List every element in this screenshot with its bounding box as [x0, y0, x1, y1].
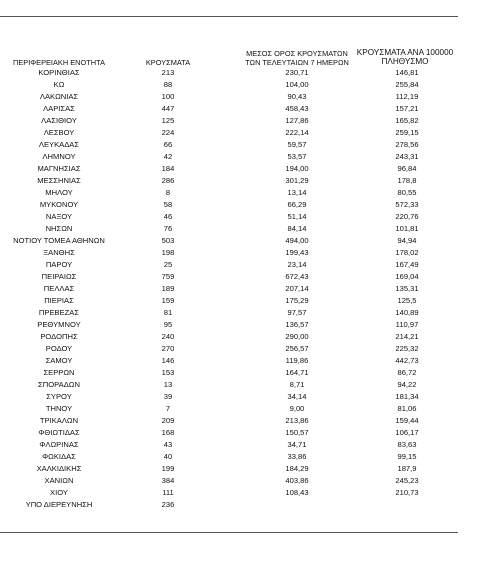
table-row	[0, 439, 477, 451]
table-row	[0, 355, 477, 367]
cases-cell: 213	[161, 68, 175, 77]
per-100k-cell: 157,21	[395, 104, 419, 113]
cases-cell: 189	[161, 284, 175, 293]
table-row	[0, 127, 477, 139]
cases-cell: 447	[161, 104, 175, 113]
table-header	[0, 38, 477, 67]
average-cell: 108,43	[285, 488, 309, 497]
average-cell: 175,29	[285, 296, 309, 305]
table-row	[0, 319, 477, 331]
region-cell: ΣΑΜΟΥ	[45, 356, 73, 365]
region-cell: ΡΟΔΟΠΗΣ	[40, 332, 78, 341]
cases-cell: 13	[163, 380, 173, 389]
table-row	[0, 247, 477, 259]
region-cell: ΠΕΛΛΑΣ	[43, 284, 75, 293]
header-avg-line2: ΤΩΝ ΤΕΛΕΥΤΑΙΩΝ 7 ΗΜΕΡΩΝ	[245, 58, 349, 67]
cases-table	[0, 38, 477, 511]
table-row	[0, 151, 477, 163]
table-row	[0, 199, 477, 211]
header-cases: ΚΡΟΥΣΜΑΤΑ	[145, 58, 191, 67]
average-cell: 59,57	[287, 140, 307, 149]
cases-cell: 759	[161, 272, 175, 281]
header-avg-line1: ΜΕΣΟΣ ΟΡΟΣ ΚΡΟΥΣΜΑΤΩΝ	[246, 49, 348, 58]
average-cell: 8,71	[289, 380, 305, 389]
per-100k-cell: 106,17	[395, 428, 419, 437]
average-cell: 127,86	[285, 116, 309, 125]
cases-cell: 146	[161, 356, 175, 365]
region-cell: ΛΑΣΙΘΙΟΥ	[41, 116, 77, 125]
cases-cell: 168	[161, 428, 175, 437]
cases-cell: 76	[163, 224, 173, 233]
average-cell: 33,86	[287, 452, 307, 461]
region-cell: ΧΙΟΥ	[50, 488, 68, 497]
table-row	[0, 211, 477, 223]
table-row	[0, 271, 477, 283]
per-100k-cell: 214,21	[395, 332, 419, 341]
region-cell: ΠΙΕΡΙΑΣ	[44, 296, 74, 305]
cases-cell: 384	[161, 476, 175, 485]
table-row	[0, 79, 477, 91]
per-100k-cell: 255,84	[395, 80, 419, 89]
cases-cell: 58	[163, 200, 173, 209]
cases-cell: 42	[163, 152, 173, 161]
per-100k-cell: 99,15	[397, 452, 417, 461]
cases-cell: 236	[161, 500, 175, 509]
per-100k-cell: 135,31	[395, 284, 419, 293]
per-100k-cell: 96,84	[397, 164, 417, 173]
average-cell: 458,43	[285, 104, 309, 113]
average-cell: 494,00	[285, 236, 309, 245]
region-cell: ΧΑΝΙΩΝ	[44, 476, 74, 485]
per-100k-cell: 94,94	[397, 236, 417, 245]
cases-cell: 270	[161, 344, 175, 353]
cases-cell: 224	[161, 128, 175, 137]
table-row	[0, 91, 477, 103]
average-cell: 119,86	[285, 356, 309, 365]
region-cell: ΜΥΚΟΝΟΥ	[39, 200, 79, 209]
per-100k-cell: 167,49	[395, 260, 419, 269]
region-cell: ΡΟΔΟΥ	[45, 344, 73, 353]
cases-cell: 125	[161, 116, 175, 125]
bottom-rule	[0, 532, 458, 533]
per-100k-cell: 220,76	[395, 212, 419, 221]
per-100k-cell: 110,97	[395, 320, 419, 329]
average-cell: 207,14	[285, 284, 309, 293]
per-100k-cell: 243,31	[395, 152, 419, 161]
region-cell: ΦΩΚΙΔΑΣ	[42, 452, 76, 461]
region-cell: ΚΩ	[53, 80, 65, 89]
cases-cell: 209	[161, 416, 175, 425]
average-cell: 230,71	[285, 68, 309, 77]
table-row	[0, 367, 477, 379]
average-cell: 53,57	[287, 152, 307, 161]
cases-cell: 159	[161, 296, 175, 305]
cases-cell: 184	[161, 164, 175, 173]
region-cell: ΠΕΙΡΑΙΩΣ	[41, 272, 77, 281]
cases-cell: 7	[165, 404, 171, 413]
per-100k-cell: 80,55	[397, 188, 417, 197]
region-cell: ΜΗΛΟΥ	[45, 188, 73, 197]
per-100k-cell: 187,9	[397, 464, 417, 473]
average-cell: 97,57	[287, 308, 307, 317]
table-row	[0, 415, 477, 427]
cases-cell: 111	[162, 488, 174, 497]
header-per-100k	[343, 48, 467, 66]
per-100k-cell: 94,22	[397, 380, 417, 389]
table-row	[0, 103, 477, 115]
cases-cell: 46	[163, 212, 173, 221]
header-region: ΠΕΡΙΦΕΡΕΙΑΚΗ ΕΝΟΤΗΤΑ	[13, 58, 105, 67]
region-cell: ΚΟΡΙΝΘΙΑΣ	[38, 68, 80, 77]
per-100k-cell: 112,19	[395, 92, 419, 101]
cases-cell: 43	[163, 440, 173, 449]
table-row	[0, 403, 477, 415]
per-100k-cell: 181,34	[395, 392, 419, 401]
average-cell: 90,43	[287, 92, 307, 101]
per-100k-cell: 165,82	[395, 116, 419, 125]
per-100k-cell: 178,8	[397, 176, 417, 185]
cases-cell: 100	[161, 92, 175, 101]
table-row	[0, 379, 477, 391]
average-cell: 136,57	[285, 320, 309, 329]
region-cell: ΜΕΣΣΗΝΙΑΣ	[37, 176, 81, 185]
cases-cell: 25	[163, 260, 173, 269]
average-cell: 301,29	[285, 176, 309, 185]
table-row	[0, 487, 477, 499]
cases-cell: 66	[163, 140, 173, 149]
per-100k-cell: 101,81	[395, 224, 419, 233]
per-100k-cell: 140,89	[395, 308, 419, 317]
cases-cell: 153	[161, 368, 175, 377]
per-100k-cell: 259,15	[395, 128, 419, 137]
table-row	[0, 187, 477, 199]
table-row	[0, 343, 477, 355]
cases-cell: 39	[163, 392, 173, 401]
average-cell: 290,00	[285, 332, 309, 341]
table-row	[0, 451, 477, 463]
per-100k-cell: 146,81	[395, 68, 419, 77]
cases-cell: 81	[163, 308, 173, 317]
per-100k-cell: 278,56	[395, 140, 419, 149]
average-cell: 23,14	[287, 260, 307, 269]
region-cell: ΛΕΥΚΑΔΑΣ	[38, 140, 80, 149]
per-100k-cell: 83,63	[397, 440, 417, 449]
average-cell: 34,14	[287, 392, 307, 401]
region-cell: ΧΑΛΚΙΔΙΚΗΣ	[36, 464, 82, 473]
per-100k-cell: 245,23	[395, 476, 419, 485]
table-row	[0, 331, 477, 343]
average-cell: 164,71	[285, 368, 309, 377]
region-cell: ΠΑΡΟΥ	[45, 260, 73, 269]
average-cell: 34,71	[287, 440, 307, 449]
region-cell: ΛΑΚΩΝΙΑΣ	[39, 92, 79, 101]
region-cell: ΣΥΡΟΥ	[46, 392, 72, 401]
table-row	[0, 67, 477, 79]
per-100k-cell: 572,33	[395, 200, 419, 209]
average-cell: 222,14	[285, 128, 309, 137]
region-cell: ΣΕΡΡΩΝ	[43, 368, 75, 377]
average-cell: 84,14	[287, 224, 307, 233]
region-cell: ΜΑΓΝΗΣΙΑΣ	[37, 164, 81, 173]
table-row	[0, 295, 477, 307]
cases-cell: 8	[165, 188, 171, 197]
cases-cell: 40	[163, 452, 173, 461]
average-cell: 672,43	[285, 272, 309, 281]
table-row	[0, 163, 477, 175]
top-rule	[0, 16, 458, 17]
per-100k-cell: 86,72	[397, 368, 417, 377]
region-cell: ΥΠΟ ΔΙΕΡΕΥΝΗΣΗ	[25, 500, 93, 509]
per-100k-cell: 125,5	[397, 296, 417, 305]
per-100k-cell: 169,04	[395, 272, 419, 281]
region-cell: ΣΠΟΡΑΔΩΝ	[38, 380, 80, 389]
table-row	[0, 427, 477, 439]
region-cell: ΞΑΝΘΗΣ	[43, 248, 75, 257]
header-per-line1: ΚΡΟΥΣΜΑΤΑ ΑΝΑ 100000	[356, 48, 454, 57]
region-cell: ΡΕΘΥΜΝΟΥ	[37, 320, 81, 329]
region-cell: ΝΗΣΩΝ	[45, 224, 73, 233]
average-cell: 199,43	[285, 248, 309, 257]
table-row	[0, 283, 477, 295]
average-cell: 256,57	[285, 344, 309, 353]
region-cell: ΛΗΜΝΟΥ	[42, 152, 76, 161]
table-row	[0, 499, 477, 511]
per-100k-cell: 178,02	[395, 248, 419, 257]
table-row	[0, 307, 477, 319]
average-cell: 184,29	[285, 464, 309, 473]
average-cell: 403,86	[285, 476, 309, 485]
table-row	[0, 139, 477, 151]
average-cell: 51,14	[287, 212, 307, 221]
table-row	[0, 259, 477, 271]
table-row	[0, 175, 477, 187]
per-100k-cell: 442,73	[395, 356, 419, 365]
region-cell: ΛΑΡΙΣΑΣ	[43, 104, 75, 113]
table-row	[0, 463, 477, 475]
per-100k-cell: 159,44	[395, 416, 419, 425]
average-cell: 13,14	[287, 188, 307, 197]
cases-cell: 95	[163, 320, 173, 329]
cases-cell: 240	[161, 332, 175, 341]
table-row	[0, 223, 477, 235]
header-per-line2: ΠΛΗΘΥΣΜΟ	[381, 57, 429, 66]
region-cell: ΛΕΣΒΟΥ	[43, 128, 75, 137]
cases-cell: 199	[161, 464, 175, 473]
average-cell: 150,57	[285, 428, 309, 437]
table-row	[0, 391, 477, 403]
cases-cell: 88	[163, 80, 173, 89]
per-100k-cell: 81,06	[397, 404, 417, 413]
table-row	[0, 475, 477, 487]
region-cell: ΦΛΩΡΙΝΑΣ	[39, 440, 79, 449]
average-cell: 9,00	[289, 404, 305, 413]
cases-cell: 503	[161, 236, 175, 245]
region-cell: ΝΟΤΙΟΥ ΤΟΜΕΑ ΑΘΗΝΩΝ	[13, 236, 105, 245]
region-cell: ΝΑΞΟΥ	[45, 212, 73, 221]
region-cell: ΤΡΙΚΑΛΩΝ	[39, 416, 79, 425]
average-cell: 213,86	[285, 416, 309, 425]
per-100k-cell: 225,32	[395, 344, 419, 353]
average-cell: 66,29	[287, 200, 307, 209]
region-cell: ΦΘΙΩΤΙΔΑΣ	[38, 428, 80, 437]
region-cell: ΤΗΝΟΥ	[45, 404, 73, 413]
table-row	[0, 115, 477, 127]
cases-cell: 286	[161, 176, 175, 185]
cases-cell: 198	[161, 248, 175, 257]
average-cell: 104,00	[285, 80, 309, 89]
table-body	[0, 67, 477, 511]
region-cell: ΠΡΕΒΕΖΑΣ	[38, 308, 80, 317]
average-cell: 194,00	[285, 164, 309, 173]
per-100k-cell: 210,73	[395, 488, 419, 497]
table-row	[0, 235, 477, 247]
